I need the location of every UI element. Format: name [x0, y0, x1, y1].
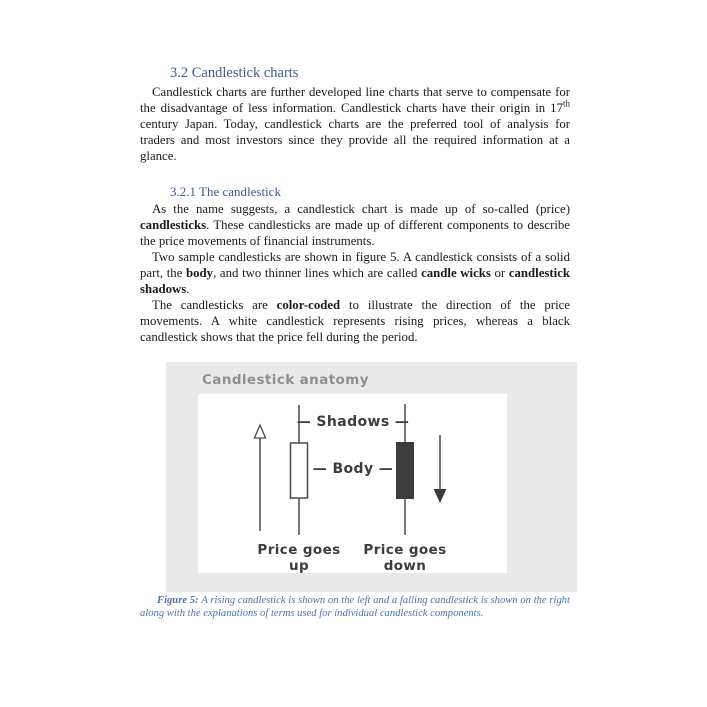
figure-title: Candlestick anatomy: [202, 372, 369, 388]
price-down-label-line1: Price goes: [363, 542, 447, 558]
candle-down-body: [396, 442, 414, 499]
paragraph-candlestick-definition: As the name suggests, a candlestick chart is made up of so-called (price) candlesticks. These candlesticks are made up of different components to describe the price movements of financial instruments.: [140, 202, 570, 248]
price-up-label-line1: Price goes: [257, 542, 341, 558]
paragraph-color-coding: The candlesticks are color-coded to illustrate the direction of the price movements. A white candlestick represents rising prices, whereas a black candlestick shows that the price fell during the period.: [140, 298, 570, 344]
price-up-label-line2: up: [288, 558, 310, 573]
paragraph-candlestick-components: Two sample candlesticks are shown in figure 5. A candlestick consists of a solid part, the body, and two thinner lines which are called candle wicks or candlestick shadows.: [140, 250, 570, 296]
candlestick-diagram: [198, 394, 507, 573]
figure-caption: Figure 5: A rising candlestick is shown on the left and a falling candlestick is shown on the right along with the explanations of terms used for individual candlestick components.: [140, 595, 571, 619]
section-heading: 3.2 Candlestick charts: [170, 65, 299, 81]
shadows-label: — Shadows —: [296, 414, 410, 430]
price-down-label-line2: down: [383, 558, 427, 573]
up-arrow-head: [255, 425, 266, 438]
subsection-heading: 3.2.1 The candlestick: [170, 184, 281, 199]
down-arrow-head: [434, 489, 447, 503]
figure-candlestick-anatomy: [166, 362, 577, 592]
figure-diagram: [198, 394, 507, 573]
body-label: — Body —: [312, 461, 394, 477]
candle-up-body: [291, 443, 308, 498]
paragraph-intro: Candlestick charts are further developed line charts that serve to compensate for the disadvantage of less information. Candlestick charts have their origin in 17th century Japan. Today, candlestick charts are the preferred tool of analysis for traders and most investors since they provide all the required information at a glance.: [140, 85, 570, 163]
